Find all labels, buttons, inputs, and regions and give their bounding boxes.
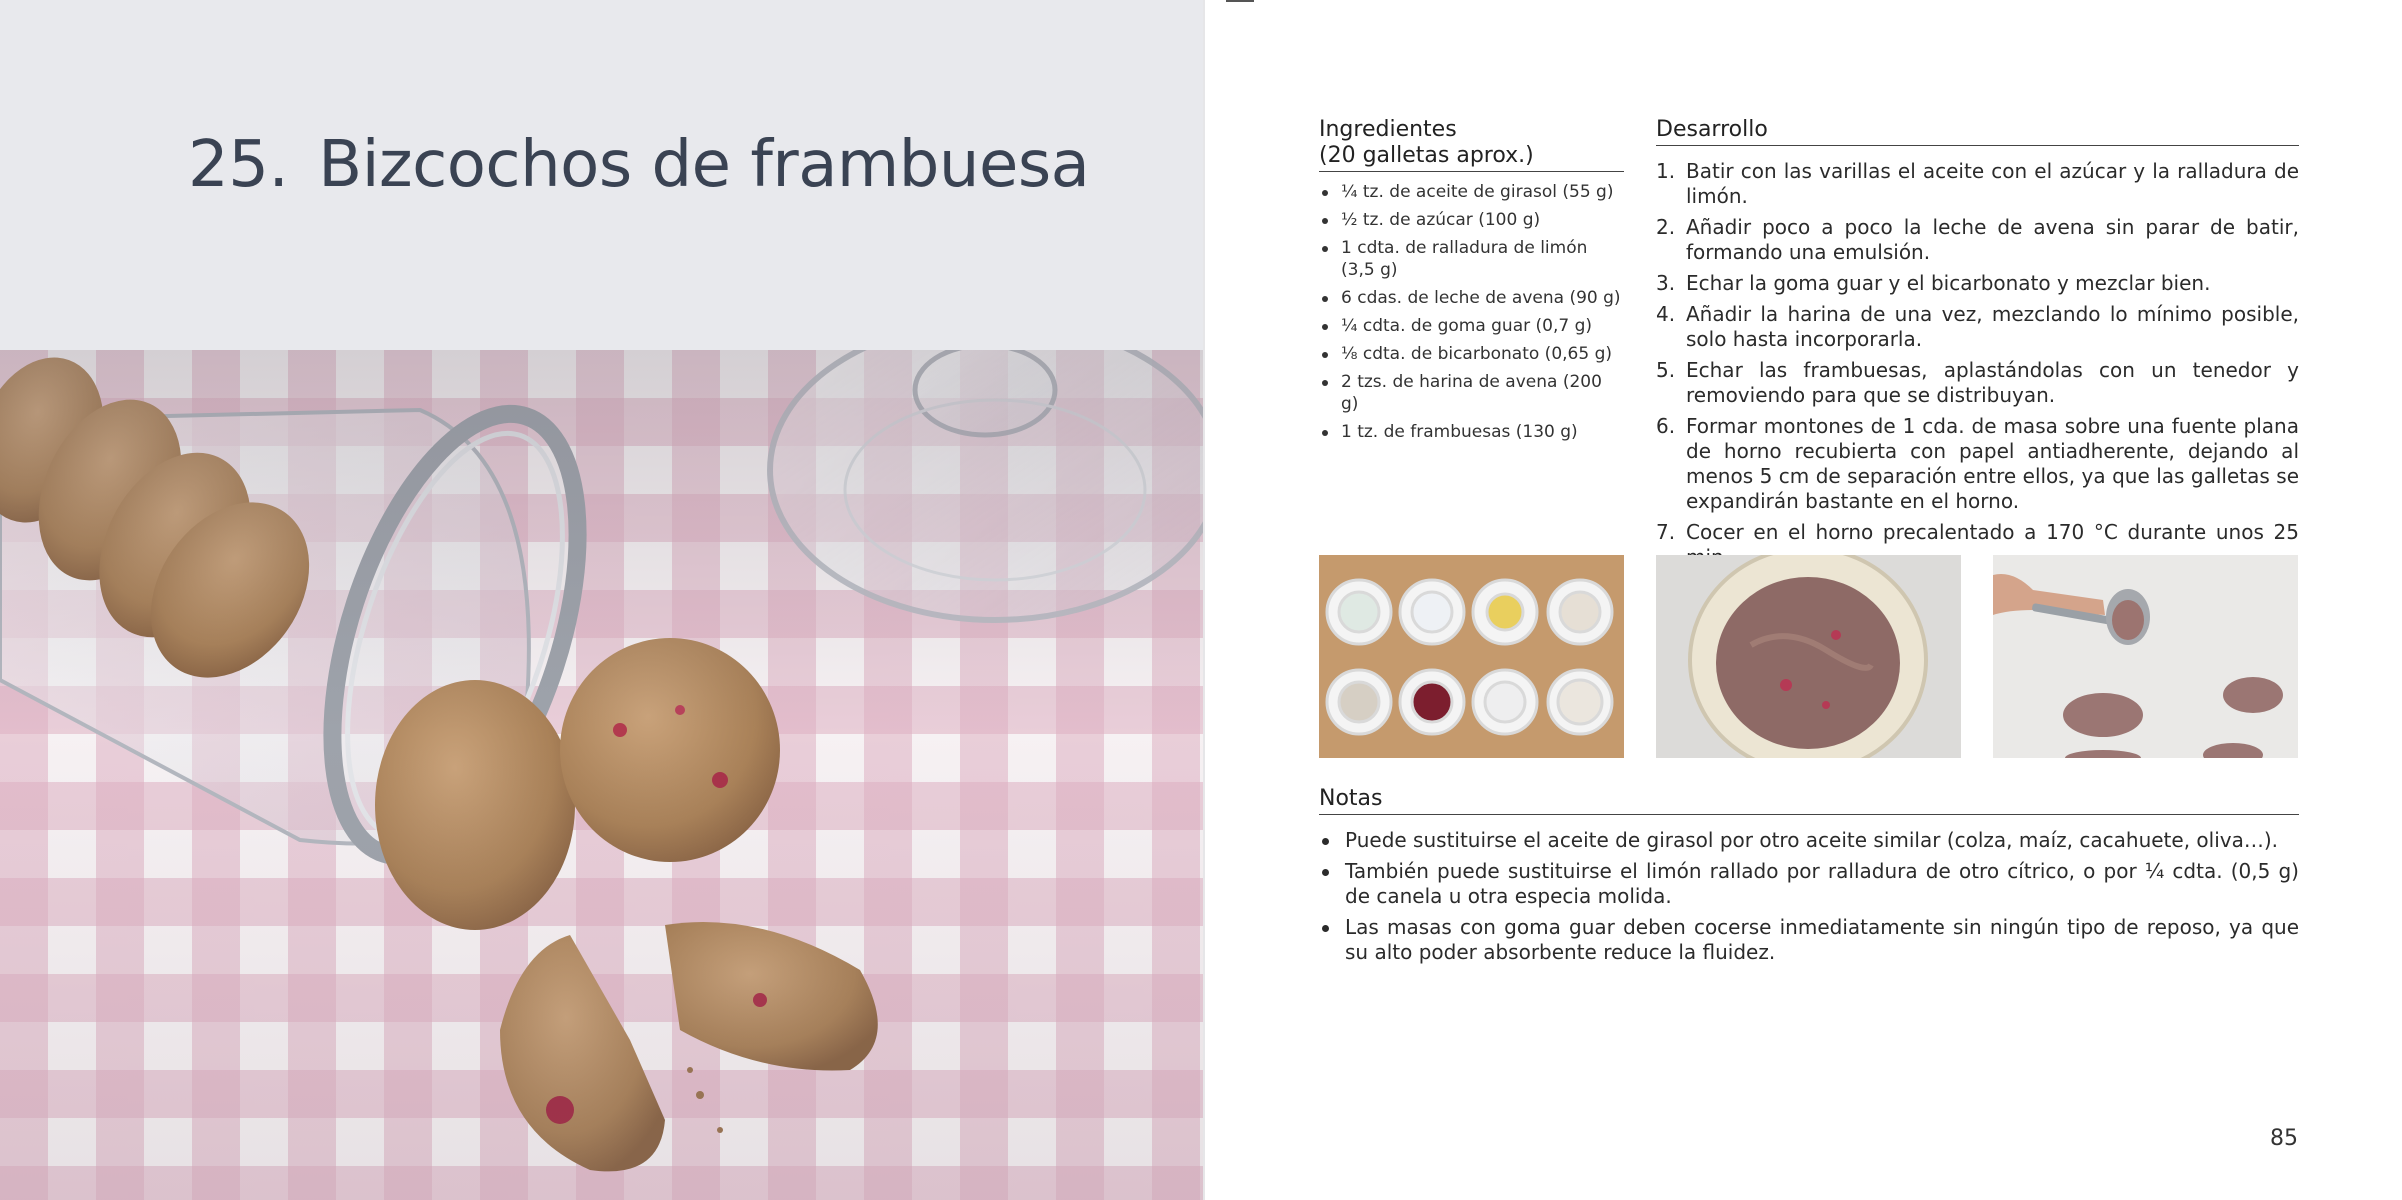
ingredients-heading-line1: Ingredientes [1319,117,1457,142]
step-text: Añadir la harina de una vez, mezclando lo mínimo posible, solo hasta incorporarla. [1686,302,2299,351]
ingredients-heading-line2: (20 galletas aprox.) [1319,143,1534,168]
step-text: Cocer en el horno precalentado a 170 °C durante unos 25 [1686,520,2299,544]
step-item [1656,358,2299,408]
dough-bowl-illustration [1656,555,1961,758]
ingredient-item: ¼ tz. de aceite de girasol (55 g) [1319,181,1624,203]
step-text: Echar la goma guar y el bicarbonato y mezclar bien. [1686,271,2211,295]
photo-dough-bowl [1656,555,1961,758]
step-number: 3. [1656,271,1676,295]
step-text: Añadir poco a poco la leche de avena sin parar de batir, formando una emulsión. [1686,215,2299,264]
photo-ingredients-bowls [1319,555,1624,758]
shaping-cookies-illustration [1993,555,2298,758]
ingredient-item: 2 tzs. de harina de avena (200 g) [1319,371,1624,415]
note-item: Las masas con goma guar deben cocerse inmediatamente sin ningún tipo de reposo, ya que su alto poder absorbente reduce la fluidez. [1319,915,2299,965]
step-text: Echar las frambuesas, aplastándolas con un tenedor y removiendo para que se distribuyan. [1686,358,2299,407]
ingredient-item: ½ tz. de azúcar (100 g) [1319,209,1624,231]
step-number: 6. [1656,414,1676,438]
ingredient-item: 1 cdta. de ralladura de limón (3,5 g) [1319,237,1624,281]
ingredients-heading [1319,117,1624,172]
ingredient-item: ¼ cdta. de goma guar (0,7 g) [1319,315,1624,337]
hero-photo-cookies [0,350,1204,1200]
recipe-title-text: Bizcochos de frambuesa [318,128,1090,202]
step-item [1656,302,2299,352]
step-text: Formar montones de 1 cda. de masa sobre una fuente plana de horno recubierta con papel antiadherente, dejando al menos 5 cm de separación entre ellos, ya que las galletas se expandirán bastante en el horno. [1686,414,2299,513]
notes-heading: Notas [1319,786,2299,815]
page-number: 85 [2270,1126,2298,1151]
ingredient-item: 1 tz. de frambuesas (130 g) [1319,421,1624,443]
recipe-number: 25. [188,128,289,202]
step-item [1656,414,2299,514]
step-number: 5. [1656,358,1676,382]
step-item [1656,271,2299,296]
step-number: 7. [1656,520,1676,544]
development-steps [1656,159,2299,576]
page-divider [1203,0,1205,1200]
step-text: Batir con las varillas el aceite con el azúcar y la ralladura de limón. [1686,159,2299,208]
ingredient-item: ⅛ cdta. de bicarbonato (0,65 g) [1319,343,1624,365]
ingredients-bowls-illustration [1319,555,1624,758]
photo-shading [0,350,1204,1200]
top-rule-mark [1226,0,1254,2]
ingredients-list [1319,181,1624,449]
development-heading: Desarrollo [1656,117,2299,146]
note-item: Puede sustituirse el aceite de girasol por otro aceite similar (colza, maíz, cacahuete, oliva…). [1319,828,2299,853]
step-number: 4. [1656,302,1676,326]
step-number: 2. [1656,215,1676,239]
recipe-title [188,128,1089,202]
notes-list [1319,828,2299,971]
step-item [1656,215,2299,265]
step-item [1656,159,2299,209]
note-item: También puede sustituirse el limón rallado por ralladura de otro cítrico, o por ¼ cdta. (0,5 g) de canela u otra especia molida. [1319,859,2299,909]
photo-shaping-cookies [1993,555,2298,758]
step-number: 1. [1656,159,1676,183]
ingredient-item: 6 cdas. de leche de avena (90 g) [1319,287,1624,309]
